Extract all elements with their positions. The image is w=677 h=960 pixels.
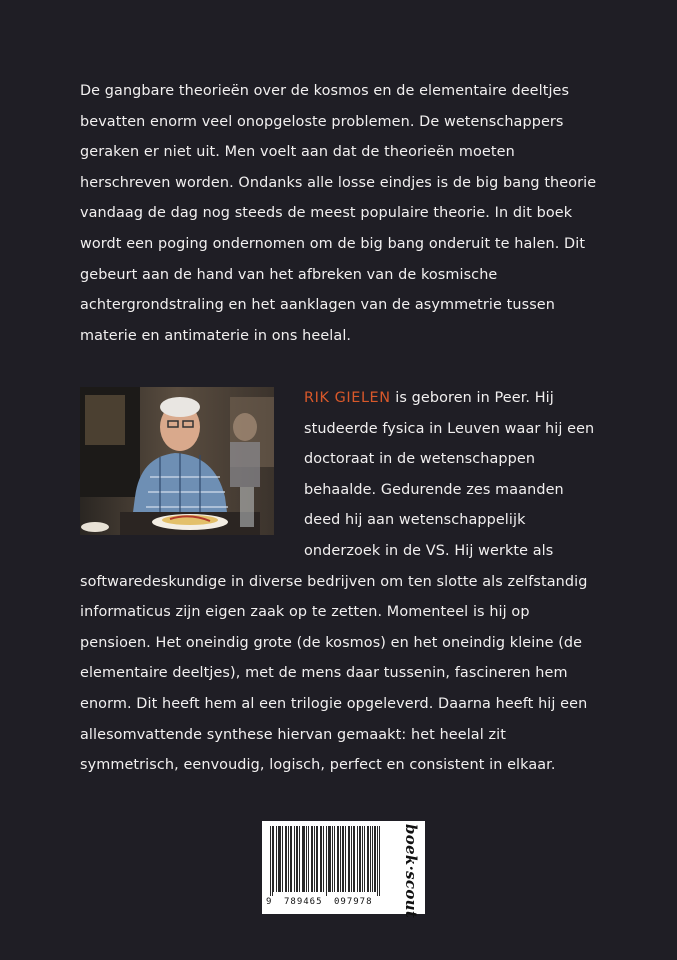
barcode-bar [276, 826, 277, 892]
barcode-bar [282, 826, 283, 892]
barcode-bar [321, 826, 322, 892]
barcode-bar [328, 826, 329, 892]
barcode-bar [353, 826, 354, 892]
barcode-bar [364, 826, 365, 892]
barcode-bar [330, 826, 331, 892]
barcode-bar [286, 826, 287, 892]
barcode-bar [377, 826, 378, 896]
barcode-bar [357, 826, 358, 892]
barcode-bar [349, 826, 350, 892]
barcode-bar [294, 826, 295, 892]
barcode-bar [296, 826, 297, 892]
barcode-bar [280, 826, 281, 892]
barcode-bar [272, 826, 273, 896]
barcode-bar [375, 826, 376, 892]
barcode-bar [374, 826, 375, 892]
author-section [80, 383, 600, 781]
barcode-bar [299, 826, 300, 892]
barcode-panel [262, 821, 425, 919]
author-photo-illustration [80, 387, 274, 535]
barcode-bar [297, 826, 298, 892]
barcode-bar [290, 826, 291, 892]
barcode-group-1: 789465 [284, 897, 323, 907]
barcode-bar [320, 826, 321, 892]
barcode-bar [278, 826, 279, 892]
barcode-bar [308, 826, 309, 892]
barcode-bar [359, 826, 360, 892]
barcode-bar [273, 826, 274, 892]
barcode-group-2: 097978 [334, 897, 373, 907]
barcode-bar [351, 826, 352, 892]
barcode-bar [302, 826, 303, 892]
barcode-bar [279, 826, 280, 892]
barcode-bar [360, 826, 361, 892]
barcode-bar [379, 826, 380, 896]
barcode-bar [368, 826, 369, 892]
barcode-bar [304, 826, 305, 892]
barcode-bar [367, 826, 368, 892]
publisher-logo-text: boek·scout [402, 824, 420, 919]
barcode-bar [270, 826, 271, 896]
barcode-bar [334, 826, 335, 892]
barcode-bar [314, 826, 315, 892]
barcode-bar [354, 826, 355, 892]
barcode-bar [329, 826, 330, 892]
back-cover-blurb: De gangbare theorieën over de kosmos en de elementaire deeltjes bevatten enorm veel onopgeloste problemen. De wetenschappers geraken er niet uit. Men voelt aan dat de theorieën moeten herschreven worden. Ondanks alle losse eindjes is de big bang theorie vandaag de dag nog steeds de meest populaire theorie. In dit boek wordt een poging ondernomen om de big bang onderuit te halen. Dit gebeurt aan de hand van het afbreken van de kosmische achtergrondstraling en het aanklagen van de asymmetrie tussen materie en antimaterie in ons heelal. [80, 83, 597, 344]
barcode-bar [345, 826, 346, 892]
author-bio: is geboren in Peer. Hij studeerde fysica in Leuven waar hij een doctoraat in de wetenschappen behaalde. Gedurende zes maanden deed hij aan wetenschappelijk onderzoek in de VS. Hij werkte als softwaredeskundige in diverse bedrijven om ten slotte als zelfstandig informaticus zijn eigen zaak op te zetten. Momenteel is hij op pensioen. Het oneindig grote (de kosmos) en het oneindig kleine (de elementaire deeltjes), met de mens daar tussenin, fascineren hem enorm. Dit heeft hem al een trilogie opgeleverd. Daarna heeft hij een allesomvattende synthese hiervan gemaakt: het heelal zit symmetrisch, eenvoudig, logisch, perfect en consistent in elkaar. [80, 390, 595, 774]
barcode [270, 826, 380, 896]
barcode-bar [337, 826, 338, 892]
barcode-bar [338, 826, 339, 892]
author-photo [80, 387, 274, 535]
barcode-bar [326, 826, 327, 896]
barcode-bar [291, 826, 292, 892]
barcode-bar [306, 826, 307, 892]
barcode-bar [323, 826, 324, 892]
barcode-bar [332, 826, 333, 892]
barcode-bar [317, 826, 318, 892]
barcode-bar [342, 826, 343, 892]
barcode-bar [316, 826, 317, 892]
barcode-bar [285, 826, 286, 892]
barcode-bar [362, 826, 363, 892]
barcode-bar [372, 826, 373, 892]
barcode-bar [303, 826, 304, 892]
barcode-bar [288, 826, 289, 892]
barcode-first-digit: 9 [266, 897, 272, 907]
barcode-bar [340, 826, 341, 892]
publisher-logo [402, 824, 422, 919]
barcode-bar [312, 826, 313, 892]
author-name: RIK GIELEN [304, 390, 391, 406]
barcode-bar [348, 826, 349, 892]
barcode-bar [311, 826, 312, 892]
barcode-bar [370, 826, 371, 892]
barcode-bar [343, 826, 344, 892]
